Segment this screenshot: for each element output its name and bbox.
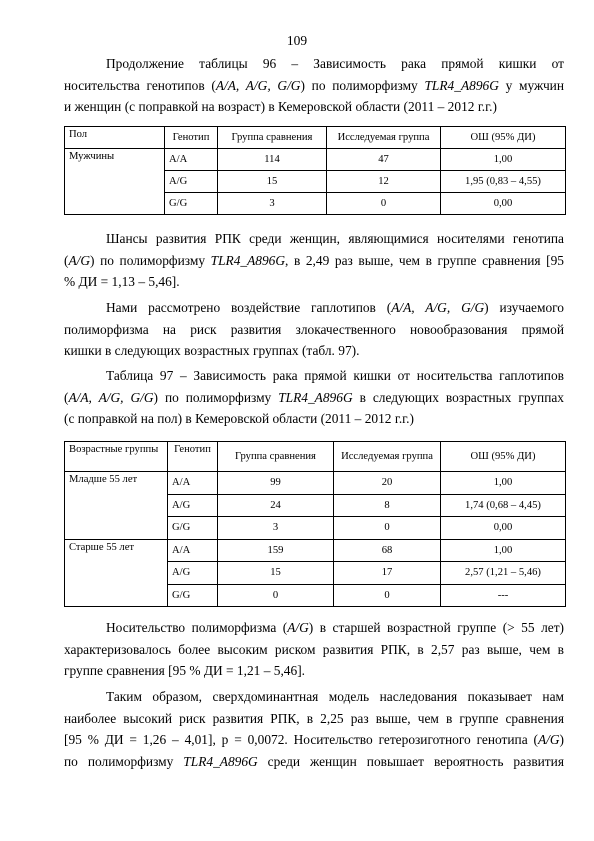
column-header: Генотип — [168, 442, 218, 472]
text-line: характеризовалось более высоким риском развития РПК, в 2,57 раз выше, чем в — [64, 641, 564, 657]
table-header-row — [65, 442, 566, 472]
comparison-cell: 3 — [218, 517, 334, 540]
comparison-cell: 3 — [218, 193, 327, 215]
text-line: Носительство полиморфизма (A/G) в старшей возрастной группе (> 55 лет) — [106, 620, 565, 635]
text-line: кишки в следующих возрастных группах (табл. 97). — [64, 343, 360, 359]
study-cell: 0 — [334, 584, 441, 607]
genotype-cell: G/G — [168, 584, 218, 607]
caption-line: Продолжение таблицы 96 – Зависимость рака прямой кишки от — [106, 56, 564, 71]
genotype-cell: A/G — [165, 171, 218, 193]
or-cell: 1,00 — [441, 472, 566, 495]
or-cell: 1,74 (0,68 – 4,45) — [441, 494, 566, 517]
comparison-cell: 15 — [218, 171, 327, 193]
group-cell: Младше 55 лет — [65, 472, 168, 540]
table-97-caption — [64, 365, 564, 430]
text-line: Шансы развития РПК среди женщин, являющимися носителями генотипа — [106, 231, 564, 246]
study-cell: 47 — [327, 149, 441, 171]
text-line: (A/G) по полиморфизму TLR4_A896G, в 2,49 раз выше, чем в группе сравнения [95 — [64, 252, 564, 268]
column-header: Генотип — [165, 127, 218, 149]
or-cell-highlight: 2,57 (1,21 – 5,46) — [441, 562, 566, 585]
column-header: ОШ (95% ДИ) — [441, 442, 566, 472]
genotype-cell: A/A — [168, 539, 218, 562]
column-header: Исследуемая группа — [327, 127, 441, 149]
caption-line: и женщин (с поправкой на возраст) в Кемеровской области (2011 – 2012 г.г.) — [64, 99, 497, 115]
study-cell: 0 — [327, 193, 441, 215]
or-cell: 1,00 — [441, 539, 566, 562]
or-cell: 1,95 (0,83 – 4,55) — [441, 171, 566, 193]
paragraph — [64, 686, 564, 772]
study-cell: 0 — [334, 517, 441, 540]
study-cell: 20 — [334, 472, 441, 495]
study-cell: 12 — [327, 171, 441, 193]
table-header-row — [65, 127, 566, 149]
text-line: полиморфизма на риск развития злокачественного новообразования прямой — [64, 321, 564, 337]
group-cell: Старше 55 лет — [65, 539, 168, 607]
group-cell: Мужчины — [65, 149, 165, 215]
table-96-caption — [64, 53, 564, 118]
table-row — [65, 539, 566, 562]
column-header: Исследуемая группа — [334, 442, 441, 472]
or-cell: 0,00 — [441, 193, 566, 215]
genotype-cell: A/G — [168, 562, 218, 585]
comparison-cell: 114 — [218, 149, 327, 171]
text-line: наиболее высокий риск развития РПК, в 2,25 раз выше, чем в группе сравнения — [64, 710, 564, 726]
caption-line: (с поправкой на пол) в Кемеровской области (2011 – 2012 г.г.) — [64, 411, 414, 427]
genotype-cell: G/G — [165, 193, 218, 215]
caption-line: носительства генотипов (A/A, A/G, G/G) по полиморфизму TLR4_A896G у мужчин — [64, 77, 565, 93]
paragraph — [64, 228, 564, 293]
column-header: ОШ (95% ДИ) — [441, 127, 566, 149]
text-line: % ДИ = 1,13 – 5,46]. — [64, 274, 180, 290]
comparison-cell: 99 — [218, 472, 334, 495]
comparison-cell: 15 — [218, 562, 334, 585]
paragraph — [64, 617, 564, 682]
column-header: Возрастные группы — [65, 442, 168, 472]
table-row — [65, 149, 566, 171]
comparison-cell: 159 — [218, 539, 334, 562]
table-row — [65, 472, 566, 495]
caption-line: Таблица 97 – Зависимость рака прямой кишки от носительства гаплотипов — [106, 368, 564, 383]
genotype-cell: A/A — [165, 149, 218, 171]
text-line: Таким образом, сверхдоминантная модель наследования показывает нам — [106, 689, 564, 704]
text-line: по полиморфизму TLR4_A896G среди женщин повышает вероятность развития — [64, 753, 564, 769]
study-cell: 68 — [334, 539, 441, 562]
paragraph — [64, 297, 564, 362]
table-97 — [64, 441, 566, 607]
comparison-cell: 24 — [218, 494, 334, 517]
text-line: Нами рассмотрено воздействие гаплотипов (A/A, A/G, G/G) изучаемого — [106, 300, 564, 315]
or-cell: 1,00 — [441, 149, 566, 171]
or-cell: 0,00 — [441, 517, 566, 540]
table-96 — [64, 126, 566, 215]
text-line: [95 % ДИ = 1,26 – 4,01], р = 0,0072. Носительство гетерозиготного генотипа (A/G) — [64, 732, 564, 748]
caption-line: (A/A, A/G, G/G) по полиморфизму TLR4_A896G в следующих возрастных группах — [64, 389, 565, 405]
page-number: 109 — [286, 33, 308, 48]
column-header: Группа сравнения — [218, 442, 334, 472]
study-cell: 8 — [334, 494, 441, 517]
genotype-cell: A/A — [168, 472, 218, 495]
or-cell: --- — [441, 584, 566, 607]
comparison-cell: 0 — [218, 584, 334, 607]
column-header: Группа сравнения — [218, 127, 327, 149]
study-cell: 17 — [334, 562, 441, 585]
genotype-cell: G/G — [168, 517, 218, 540]
column-header: Пол — [65, 127, 165, 149]
text-line: группе сравнения [95 % ДИ = 1,21 – 5,46]. — [64, 663, 305, 679]
genotype-cell: A/G — [168, 494, 218, 517]
